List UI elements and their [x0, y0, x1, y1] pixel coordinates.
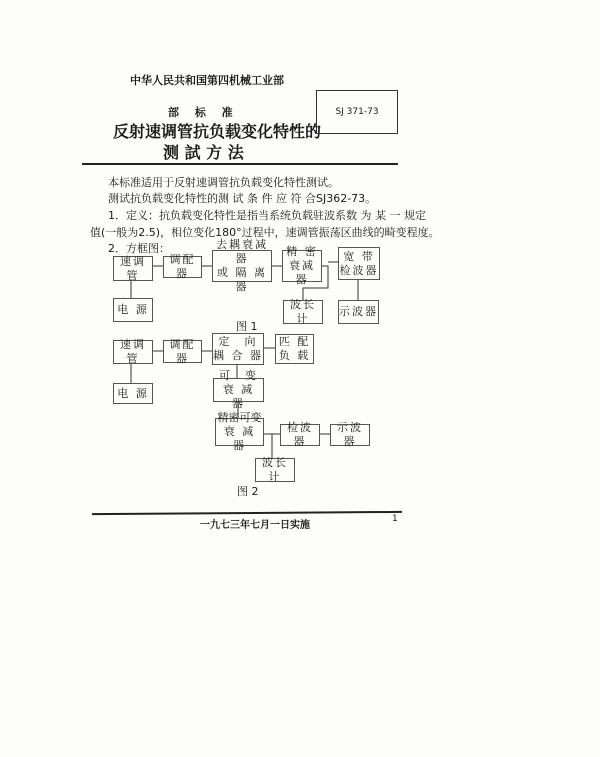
effective-date: 一九七三年七月一日实施	[200, 520, 310, 531]
fig2-load-label-1: 匹 配	[278, 335, 311, 348]
ministry-name: 中华人民共和国第四机械工业部	[130, 74, 284, 87]
fig1-precision-label-1: 精 密	[286, 245, 318, 258]
paragraph-block-diagram: 2．方框图：	[108, 242, 170, 255]
fig1-precision-label-2: 衰减器	[289, 259, 315, 286]
fig2-wavemeter-box	[255, 458, 295, 482]
paragraph-conditions: 测试抗负载变化特性的测 试 条 件 应 符 合SJ362-73。	[108, 192, 377, 205]
fig1-precision-attenuator-box	[282, 245, 322, 286]
figure2-caption: 图 2	[237, 485, 259, 498]
fig1-detector-label-2: 检波器	[339, 263, 379, 277]
fig2-scope-label: 示波器	[337, 421, 363, 448]
paragraph-definition-1: 1．定义：抗负载变化特性是指当系统负载驻波系数 为 某 一 规定	[108, 209, 426, 222]
fig1-decoupler-box	[212, 238, 272, 293]
document-title-line1: 反射速调管抗负载变化特性的	[113, 122, 322, 141]
fig2-var-label-1: 可 变	[219, 369, 258, 382]
fig1-power-label: 电 源	[117, 303, 149, 316]
fig2-detector-label: 检波器	[287, 421, 313, 448]
fig2-pvar-label-2: 衰 减 器	[223, 425, 256, 452]
document-title-line2: 测 試 方 法	[163, 143, 244, 162]
fig2-directional-coupler-box	[212, 333, 264, 365]
fig1-tuner-label: 调配器	[169, 253, 196, 280]
fig1-decoupler-label-1: 去耦衰减器	[216, 238, 268, 265]
fig2-klystron-label: 速调管	[120, 338, 146, 365]
fig1-decoupler-label-2: 或 隔 离 器	[217, 266, 267, 293]
fig1-klystron-box	[113, 256, 153, 281]
paragraph-definition-2: 值(一般为2.5)，相位变化180°过程中，速调管振荡区曲线的畸变程度。	[90, 226, 440, 239]
fig2-variable-attenuator-box	[213, 369, 264, 410]
paragraph-scope: 本标准适用于反射速调管抗负载变化特性测试。	[108, 176, 339, 189]
fig2-power-label: 电 源	[117, 386, 149, 400]
fig1-wavemeter-label: 波长计	[290, 298, 316, 325]
fig1-oscilloscope-box	[338, 300, 379, 324]
standard-code: SJ 371-73	[335, 107, 379, 117]
fig2-tuner-label: 调配器	[169, 337, 196, 365]
fig1-klystron-label: 速调管	[120, 254, 146, 282]
fig2-pvar-label-1: 精密可变	[217, 411, 262, 424]
fig1-power-box	[113, 298, 153, 322]
fig2-power-box	[113, 383, 153, 404]
fig2-load-label-2: 负 载	[278, 349, 311, 362]
fig1-detector-label-1: 宽 带	[343, 249, 375, 263]
fig1-tuner-box	[163, 253, 202, 280]
fig2-var-label-2: 衰 减 器	[222, 383, 255, 410]
fig2-klystron-box	[113, 340, 153, 364]
page-number: 1	[392, 514, 398, 524]
standard-type: 部 标 准	[168, 106, 233, 119]
fig2-coupler-label-1: 定 向	[218, 335, 258, 348]
fig2-detector-box	[280, 421, 320, 448]
fig1-wavemeter-box	[283, 300, 323, 324]
fig2-precision-variable-attenuator-box	[215, 411, 264, 452]
fig2-wavemeter-label: 波长计	[262, 456, 288, 483]
fig2-matched-load-box	[275, 334, 314, 364]
fig1-scope-label: 示波器	[339, 305, 378, 318]
fig1-broadband-detector-box	[338, 247, 380, 280]
fig2-oscilloscope-box	[330, 421, 370, 448]
fig2-tuner-box	[163, 337, 202, 365]
figure1-caption: 图 1	[236, 320, 258, 333]
fig2-coupler-label-2: 耦 合 器	[213, 349, 263, 362]
